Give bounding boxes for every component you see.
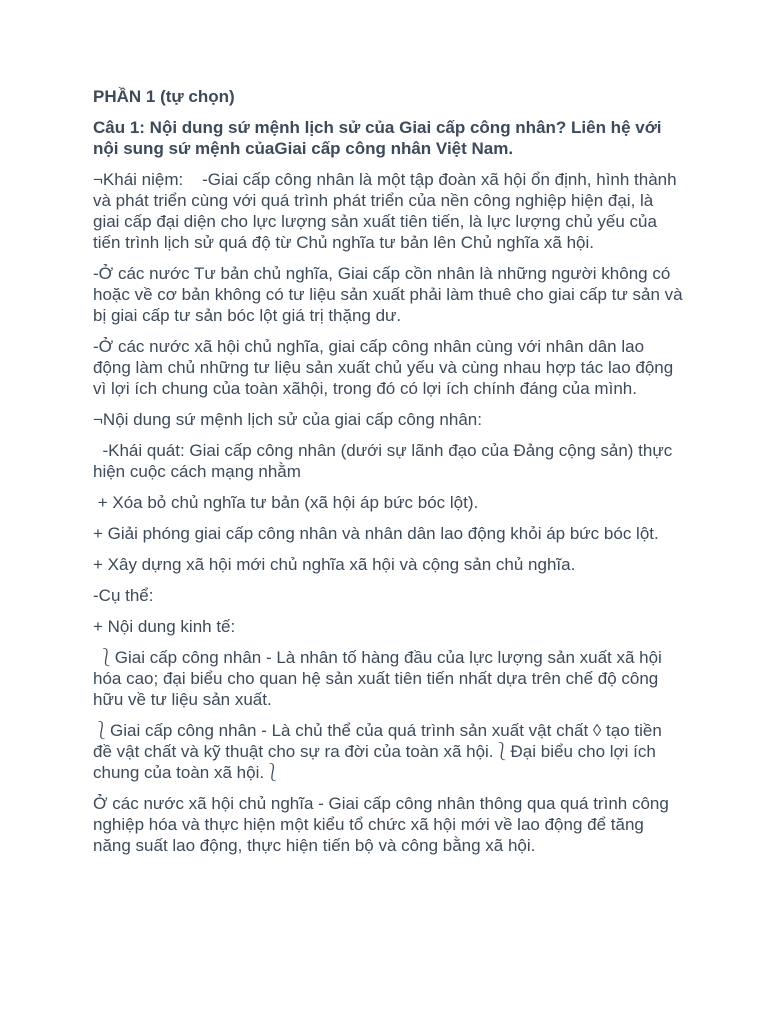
paragraph-capitalist-countries: -Ở các nước Tư bản chủ nghĩa, Giai cấp cồn nhân là những người không có hoặc về cơ bản không có tư liệu sản xuất phải làm thuê cho giai cấp tư sản và bị giai cấp tư sản bóc lột giá trị thặng dư. <box>93 264 683 325</box>
paragraph-liberate-workers: + Giải phóng giai cấp công nhân và nhân dân lao động khỏi áp bức bóc lột. <box>93 524 659 543</box>
paragraph-definition: ¬Khái niệm: -Giai cấp công nhân là một tập đoàn xã hội ổn định, hình thành và phát triển cùng với quá trình phát triển của nền công nghiệp hiện đại, là giai cấp đại diện cho lực lượng sản xuất tiên tiến, là lực lượng chủ yếu của tiến trình lịch sử quá độ từ Chủ nghĩa tư bản lên Chủ nghĩa xã hội. <box>93 170 682 252</box>
paragraph-build-socialism: + Xây dựng xã hội mới chủ nghĩa xã hội và cộng sản chủ nghĩa. <box>93 555 576 574</box>
question-heading: Câu 1: Nội dung sứ mệnh lịch sử của Giai cấp công nhân? Liên hệ với nội sung sứ mệnh củaGiai cấp công nhân Việt Nam. <box>93 118 662 158</box>
paragraph-specifics: -Cụ thể: <box>93 586 154 605</box>
document-page <box>93 86 683 866</box>
paragraph-abolish-capitalism: + Xóa bỏ chủ nghĩa tư bản (xã hội áp bức bóc lột). <box>93 493 479 512</box>
section-title: PHẦN 1 (tự chọn) <box>93 87 235 106</box>
paragraph-production-subject: ⎱Giai cấp công nhân - Là chủ thể của quá trình sản xuất vật chất ◊ tạo tiền đề vật chất và kỹ thuật cho sự ra đời của toàn xã hội.⎱Đại biểu cho lợi ích chung của toàn xã hội.⎱ <box>93 721 662 782</box>
paragraph-socialist-countries: -Ở các nước xã hội chủ nghĩa, giai cấp công nhân cùng với nhân dân lao động làm chủ những tư liệu sản xuất chủ yếu và cùng nhau hợp tác lao động vì lợi ích chung của toàn xãhội, trong đó có lợi ích chính đáng của mình. <box>93 337 674 398</box>
paragraph-leading-factor: ⎱Giai cấp công nhân - Là nhân tố hàng đầu của lực lượng sản xuất xã hội hóa cao; đại biểu cho quan hệ sản xuất tiên tiến nhất dựa trên chế độ công hữu về tư liệu sản xuất. <box>93 648 667 709</box>
paragraph-overview: -Khái quát: Giai cấp công nhân (dưới sự lãnh đạo của Đảng cộng sản) thực hiện cuộc cách mạng nhằm <box>93 441 677 481</box>
paragraph-economic-content: + Nội dung kinh tế: <box>93 617 236 636</box>
paragraph-mission-heading: ¬Nội dung sứ mệnh lịch sử của giai cấp công nhân: <box>93 410 482 429</box>
paragraph-industrialization: Ở các nước xã hội chủ nghĩa - Giai cấp công nhân thông qua quá trình công nghiệp hóa và thực hiện một kiểu tổ chức xã hội mới về lao động để tăng năng suất lao động, thực hiện tiến bộ và công bằng xã hội. <box>93 794 669 855</box>
